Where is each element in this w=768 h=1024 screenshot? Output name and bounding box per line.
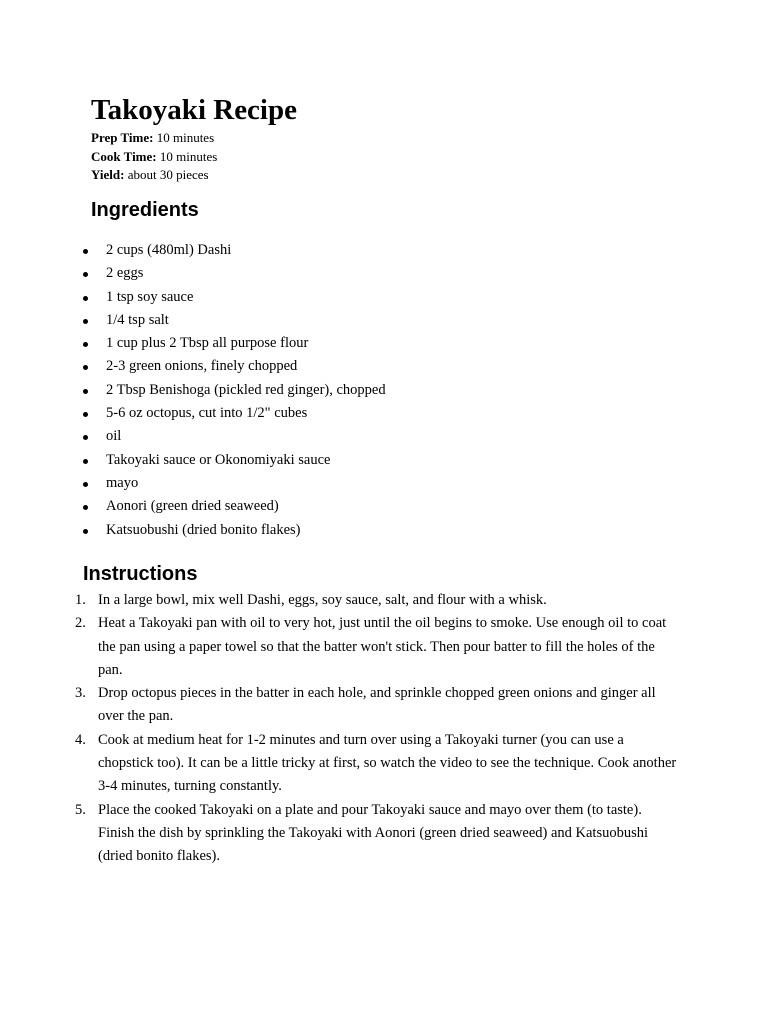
bullet-icon — [83, 505, 88, 510]
ingredient-text: Takoyaki sauce or Okonomiyaki sauce — [106, 451, 331, 468]
bullet-icon — [83, 272, 88, 277]
instruction-step — [0, 682, 680, 729]
ingredient-text: 1 tsp soy sauce — [106, 288, 194, 305]
ingredient-text: 2 eggs — [106, 265, 144, 282]
ingredient-text: 5-6 oz octopus, cut into 1/2" cubes — [106, 405, 308, 422]
step-text: In a large bowl, mix well Dashi, eggs, soy sauce, salt, and flour with a whisk. — [98, 592, 547, 608]
prep-time-value: 10 minutes — [156, 130, 215, 145]
yield-label: Yield: — [91, 167, 125, 182]
ingredient-text: 1/4 tsp salt — [106, 311, 169, 328]
ingredient-text: 1 cup plus 2 Tbsp all purpose flour — [106, 335, 309, 352]
instruction-step — [0, 589, 680, 612]
step-number: 5. — [75, 801, 86, 818]
instruction-step — [0, 799, 680, 869]
recipe-meta — [91, 129, 217, 185]
instruction-step — [0, 612, 680, 682]
step-text: Place the cooked Takoyaki on a plate and pour Takoyaki sauce and mayo over them (to taste). Finish the dish by sprinkling the Takoyaki with Aonori (green dried seaweed) and Katsuobushi (dried bonito flakes). — [98, 801, 649, 865]
prep-time-label: Prep Time: — [91, 130, 154, 145]
bullet-icon — [83, 389, 88, 394]
step-number: 2. — [75, 615, 86, 632]
step-number: 4. — [75, 731, 86, 748]
cook-time-value: 10 minutes — [159, 148, 218, 164]
bullet-icon — [83, 482, 88, 487]
bullet-icon — [83, 529, 88, 534]
ingredient-text: Aonori (green dried seaweed) — [106, 498, 279, 515]
bullet-icon — [83, 296, 88, 301]
step-text: Drop octopus pieces in the batter in each hole, and sprinkle chopped green onions and ginger all over the pan. — [98, 685, 656, 725]
ingredient-text: 2 cups (480ml) Dashi — [106, 242, 232, 258]
prep-time — [91, 129, 217, 148]
step-number: 1. — [75, 592, 86, 608]
ingredient-text: oil — [106, 428, 122, 445]
step-text: Heat a Takoyaki pan with oil to very hot, just until the oil begins to smoke. Use enough oil to coat the pan using a paper towel so that the batter won't stick. Then pour batter to fill the holes of the pan. — [98, 615, 667, 678]
bullet-icon — [83, 319, 88, 324]
instruction-step — [0, 729, 680, 799]
bullet-icon — [83, 435, 88, 440]
step-text: Cook at medium heat for 1-2 minutes and turn over using a Takoyaki turner (you can use a chopstick too). It can be a little tricky at first, so watch the video to see the technique. Cook another 3-4 minutes, turning constantly. — [98, 731, 677, 795]
bullet-icon — [83, 249, 88, 254]
bullet-icon — [83, 365, 88, 370]
bullet-icon — [83, 459, 88, 464]
ingredient-text: 2-3 green onions, finely chopped — [106, 358, 298, 375]
cook-time — [91, 148, 217, 167]
bullet-icon — [83, 412, 88, 417]
ingredient-text: Katsuobushi (dried bonito flakes) — [106, 521, 301, 538]
instructions-heading: Instructions — [83, 563, 198, 585]
cook-time-label: Cook Time: — [91, 148, 157, 164]
step-number: 3. — [75, 685, 86, 702]
ingredients-heading: Ingredients — [91, 199, 199, 221]
ingredient-text: mayo — [106, 474, 139, 491]
instructions-list — [0, 589, 680, 869]
page-title: Takoyaki Recipe — [91, 94, 297, 126]
ingredient-text: 2 Tbsp Benishoga (pickled red ginger), chopped — [106, 381, 386, 398]
bullet-icon — [83, 342, 88, 347]
yield — [91, 166, 217, 185]
yield-value: about 30 pieces — [127, 167, 209, 182]
